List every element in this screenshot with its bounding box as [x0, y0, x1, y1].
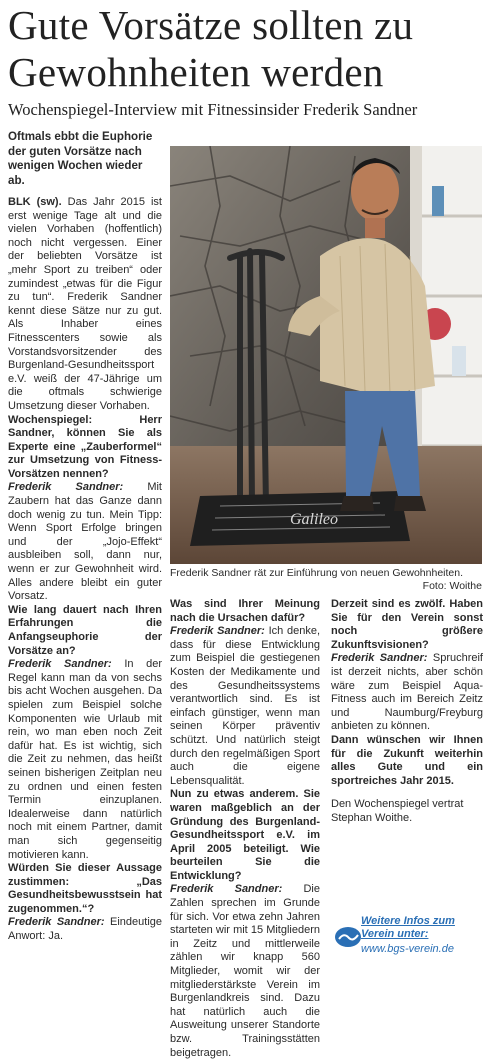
lead-paragraph: Oftmals ebbt die Euphorie der guten Vorsätze nach wenigen Wochen wieder ab.	[8, 130, 153, 187]
intro-paragraph	[8, 196, 162, 414]
speaker-name: Frederik Sandner:	[8, 481, 124, 494]
answer-2-text: In der Regel kann man da von sechs bis acht Wochen ausgehen. Da spielen zum Beispiel solche Komponenten wie Urlaub mit rein, wo man eben noch Zeit dafür hat. Es ist wichtig, sich die Zeit zu nehmen, das heißt seinen bisherigen Zeitplan neu zu ordnen und einen festen Termin einzuplanen. Idealerweise dann natürlich noch mit einem Partner, damit man sich gegenseitig motivieren kann.	[8, 658, 162, 861]
answer-4-text: Ich denke, dass für diese Entwicklung zum Beispiel die gestiegenen Kosten der Medikamente und des Gesundheitssystems verantwortlich sind. Es ist einfach günstiger, wenn man seinen Körper präventiv schützt. Und natürlich steigt durch den regelmäßigen Sport auch die eigene Lebensqualität.	[170, 625, 320, 787]
question-3: Würden Sie dieser Aussage zustimmen: „Das Gesundheitsbewusstsein hat zugenommen.“?	[8, 862, 162, 915]
photo-caption: Frederik Sandner rät zur Einführung von neuen Gewohnheiten.	[170, 567, 464, 579]
article-photo	[170, 146, 482, 564]
answer-3-text: Eindeutige Anwort: Ja.	[8, 916, 163, 943]
association-logo-icon	[334, 926, 362, 948]
answer-5-text: Die Zahlen sprechen im Grunde für sich. Vor etwa zehn Jahren starteten wir mit 15 Mitgliedern in Zeitz und mittlerweile zählen wir knapp 560 Mitglieder, womit wir der mitgliederstärkste Verein im Burgenlandkreis sind. Dazu hat natürlich auch die Ausweitung unserer Standorte bzw. Trainingsstätten beigetragen.	[170, 883, 320, 1059]
question-7: Dann wünschen wir Ihnen für die Zukunft weiterhin alles Gute und ein sportreiches Jahr 2015.	[331, 733, 483, 787]
headline: Gute Vorsätze sollten zu Gewohnheiten werden	[8, 2, 414, 95]
answer-3	[8, 916, 162, 943]
intro-text: Das Jahr 2015 ist erst wenige Tage alt und die vielen Vorhaben (hoffentlich) noch nicht vergessen. Einer der beliebten Vorsätze ist „mehr Sport zu treiben“ oder zumindest „etwas für die Figur zu tun“. Frederik Sandner kennt diese Sätze nur zu gut. Als Inhaber eines Fitnesscenters sowie als Vorstandsvorsitzender des Burgenland-Gesundheitssport e.V. weiß der 47-Jährige um die oftmals schwierige Umsetzung dieser Vorhaben.	[8, 196, 162, 412]
column-2	[170, 598, 320, 1060]
speaker-name: Frederik Sandner:	[170, 625, 265, 638]
info-url-link[interactable]: www.bgs-verein.de	[361, 943, 454, 955]
question-5: Nun zu etwas anderem. Sie waren maßgeblich an der Gründung des Burgenland-Gesundheitssport e.V. im April 2005 beteiligt. Wie beurteilen Sie die Entwicklung?	[170, 788, 320, 882]
info-title: Weitere Infos zum Verein unter:	[361, 915, 455, 940]
speaker-name: Frederik Sandner:	[170, 883, 283, 896]
answer-1-text: Mit Zaubern hat das Ganze dann doch wenig zu tun. Mein Tipp: Wenn Sport Erfolge bringen und der „Jojo-Effekt“ ausbleiben soll, dann nur, wenn er zur Gewohnheit wird. Alles andere bleibt ein guter Vorsatz.	[8, 481, 162, 603]
photo-caption-block	[170, 567, 482, 593]
answer-6	[331, 652, 483, 734]
subheadline: Wochenspiegel-Interview mit Fitnessinsider Frederik Sandner	[8, 100, 418, 119]
question-6: Derzeit sind es zwölf. Haben Sie für den Verein sonst noch größere Zukunftsvisionen?	[331, 598, 483, 651]
speaker-name: Frederik Sandner:	[8, 916, 105, 929]
answer-2	[8, 658, 162, 862]
answer-1	[8, 481, 162, 603]
info-box	[334, 913, 482, 965]
dateline: BLK (sw).	[8, 196, 62, 208]
speaker-name: Frederik Sandner:	[8, 658, 112, 671]
speaker-name: Frederik Sandner:	[331, 652, 428, 665]
question-2: Wie lang dauert nach Ihren Erfahrungen die Anfangseuphorie der Vorsätze an?	[8, 603, 162, 657]
column-1	[8, 130, 162, 944]
photo-credit: Foto: Woithe	[422, 580, 482, 592]
question-4: Was sind Ihrer Meinung nach die Ursachen dafür?	[170, 598, 320, 624]
answer-5	[170, 883, 320, 1060]
answer-6-text: Spruchreif ist derzeit nichts, aber schön wäre zum Beispiel Aqua-Fitness auch im Bereich Zeitz und Naumburg/Freyburg anbieten zu können.	[331, 652, 483, 733]
column-3	[331, 598, 483, 826]
signoff: Den Wochenspiegel vertrat Stephan Woithe.	[331, 798, 464, 824]
photo-illustration	[170, 146, 482, 564]
answer-4	[170, 625, 320, 788]
question-1: Wochenspiegel: Herr Sandner, können Sie als Experte eine „Zauberformel“ zur Umsetzung von Fitness-Vorsätzen nennen?	[8, 413, 162, 480]
device-brand-label: Galileo	[290, 511, 338, 528]
